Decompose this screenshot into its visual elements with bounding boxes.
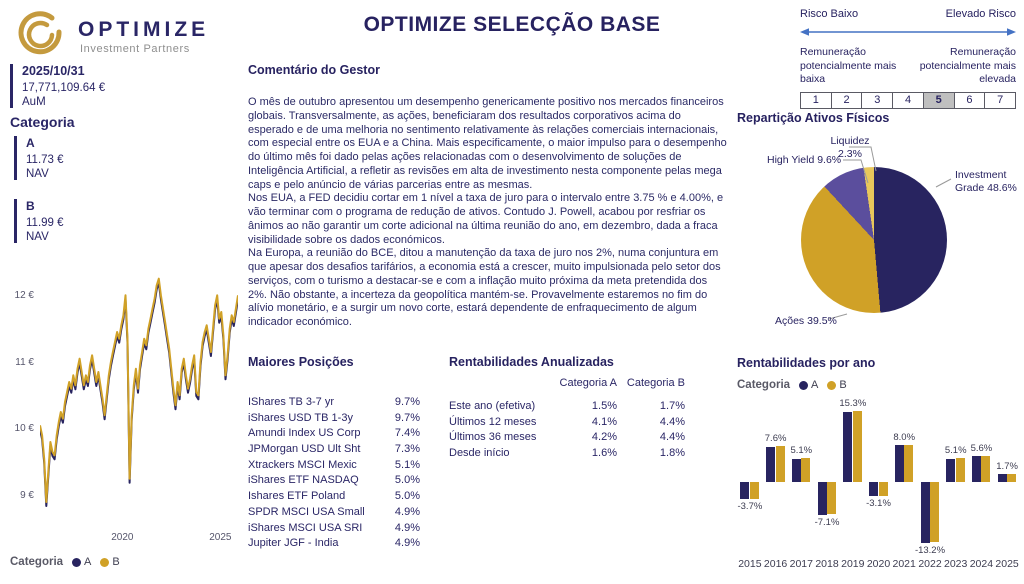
annualized-header-row bbox=[449, 377, 687, 389]
bar-legend-title: Categoria bbox=[737, 379, 791, 391]
bar-year-label: 2020 bbox=[866, 558, 891, 570]
holding-name: SPDR MSCI USA Small bbox=[248, 505, 365, 518]
holding-name: iShares ETF NASDAQ bbox=[248, 474, 359, 487]
annualized-value-b: 4.4% bbox=[659, 431, 685, 444]
nav-ytick-label: 9 € bbox=[20, 490, 34, 501]
bar-b-2023 bbox=[956, 458, 965, 482]
annualized-rows bbox=[449, 400, 687, 462]
bar-year-label: 2022 bbox=[918, 558, 942, 570]
bar-year-label: 2016 bbox=[763, 558, 788, 570]
brand-name: OPTIMIZE bbox=[78, 17, 210, 41]
risk-caption-low: Remuneração potencialmente mais baixa bbox=[800, 46, 897, 86]
risk-scale-labels bbox=[800, 8, 1016, 20]
risk-level-cells bbox=[800, 92, 1016, 109]
class-a-name: A bbox=[26, 136, 35, 150]
commentary-paragraph: Na Europa, a reunião do BCE, ditou a manutenção da taxa de juro nos 2%, numa conjuntura em que apesar dos desafios tarifários, a economia está a crescer, muito impulsionada pelo setor dos serviços, com o turismo a destacar-se e com a inflação muito próxima da meta pretendida dos 2%. Não obstante, a incerteza da geopolítica mantém-se. Provavelmente estaremos no fim do alívio monetário, e a surgir um novo corte, estará dependente de enfraquecimento de algum indicador económico. bbox=[248, 247, 721, 328]
annualized-value-a: 4.2% bbox=[591, 431, 617, 444]
class-b-block bbox=[14, 199, 64, 243]
commentary-paragraph: O mês de outubro apresentou um desempenho genericamente positivo nos mercados financeiros globais. Transversalmente, as ações, beneficiaram dos resultados corporativos acima do esperado e de uma melhoria no sentimento relativamente às relações comerciais internacionais, com especial entre os EUA e a China. Mais especificamente, o maior impulso para o desempenho do último mês foi dado pelas ações relacionadas com o desenvolvimento de soluções de Inteligência Artificial, a refletir as revisões em alta de investimento nesta componente pelas mega caps e pelo anúncio de várias parcerias entre as mesmas. bbox=[248, 96, 727, 191]
nav-legend-title: Categoria bbox=[10, 556, 64, 568]
holding-row bbox=[248, 474, 420, 490]
holding-row bbox=[248, 412, 420, 428]
holding-name: Amundi Index US Corp bbox=[248, 427, 361, 440]
nav-ytick-label: 12 € bbox=[14, 290, 34, 301]
commentary-heading: Comentário do Gestor bbox=[248, 63, 380, 77]
risk-cell: 7 bbox=[984, 92, 1016, 109]
pie-label-liquidez: Liquidez 2.3% bbox=[830, 135, 870, 160]
bar-value-label: 1.7% bbox=[996, 460, 1018, 472]
bar-a-2022 bbox=[921, 482, 930, 543]
bar-b-2021 bbox=[904, 445, 913, 482]
holding-weight: 4.9% bbox=[394, 521, 420, 534]
bar-value-label: -3.1% bbox=[866, 498, 891, 510]
bar-legend-item-a bbox=[799, 379, 818, 391]
class-a-nav-label: NAV bbox=[26, 168, 49, 180]
bar-value-label: 5.1% bbox=[944, 445, 967, 457]
bar-legend-item-b bbox=[827, 379, 846, 391]
nav-legend-item-b bbox=[100, 556, 119, 568]
annualized-col-b: Categoria B bbox=[626, 377, 685, 389]
report-date-block bbox=[10, 64, 105, 108]
risk-high-label: Elevado Risco bbox=[945, 8, 1016, 20]
annualized-row-label: Últimos 12 meses bbox=[449, 415, 537, 428]
bar-a-2023 bbox=[946, 459, 955, 483]
series-a-label: A bbox=[84, 556, 92, 568]
aum-label: AuM bbox=[22, 96, 46, 108]
allocation-heading: Repartição Ativos Físicos bbox=[737, 111, 890, 125]
class-a-nav-value: 11.73 € bbox=[26, 154, 64, 166]
holding-weight: 4.9% bbox=[394, 505, 420, 518]
bar-value-label: -3.7% bbox=[737, 501, 763, 512]
class-b-name: B bbox=[26, 199, 35, 213]
holding-row bbox=[248, 506, 420, 522]
bar-a-2017 bbox=[792, 459, 801, 483]
holding-weight: 9.7% bbox=[394, 396, 420, 408]
bar-year-label: 2024 bbox=[969, 558, 994, 570]
annualized-value-b: 4.4% bbox=[659, 415, 685, 428]
risk-caption-high: Remuneração potencialmente mais elevada bbox=[919, 46, 1016, 86]
holding-name: Jupiter JGF - India bbox=[248, 537, 339, 550]
series-a-dot bbox=[72, 558, 81, 567]
annualized-value-a: 1.6% bbox=[591, 446, 617, 459]
bar-b-2015 bbox=[750, 482, 759, 499]
holding-name: iShares MSCI USA SRI bbox=[248, 521, 363, 534]
pie-label-acoes: Ações 39.5% bbox=[775, 315, 837, 327]
risk-cell: 2 bbox=[831, 92, 863, 109]
bar-b-2019 bbox=[853, 411, 862, 482]
risk-cell: 1 bbox=[800, 92, 832, 109]
holding-row bbox=[248, 522, 420, 538]
allocation-pie-chart bbox=[737, 133, 1024, 357]
yearly-returns-xaxis bbox=[737, 558, 1020, 572]
pie-label-investment-grade: Investment Grade 48.6% bbox=[955, 169, 1017, 194]
holding-name: Ishares ETF Poland bbox=[248, 490, 346, 503]
top-holdings-section bbox=[248, 355, 420, 553]
bar-value-label: 5.6% bbox=[970, 442, 993, 454]
bar-year-label: 2018 bbox=[815, 558, 839, 570]
bar-b-2017 bbox=[801, 458, 810, 482]
yearly-returns-heading: Rentabilidades por ano bbox=[737, 356, 876, 370]
holding-name: Xtrackers MSCI Mexic bbox=[248, 458, 357, 471]
commentary-body bbox=[248, 96, 729, 330]
bar-a-2024 bbox=[972, 456, 981, 482]
yearly-returns-legend bbox=[737, 379, 847, 391]
holding-weight: 9.7% bbox=[394, 411, 420, 424]
series-a-label: A bbox=[811, 379, 819, 391]
series-b-dot bbox=[100, 558, 109, 567]
bar-value-label: 7.6% bbox=[764, 433, 787, 445]
annualized-row-label: Este ano (efetiva) bbox=[449, 400, 536, 412]
series-b-label: B bbox=[112, 556, 120, 568]
holding-name: JPMorgan USD Ult Sht bbox=[248, 443, 361, 456]
bar-a-2021 bbox=[895, 445, 904, 482]
bar-year-label: 2023 bbox=[944, 558, 968, 570]
commentary-paragraph: Nos EUA, a FED decidiu cortar em 1 nível a taxa de juro para o intervalo entre 3.75 % e 4.00%, e vão terminar com o programa de redução de ativos. Contudo J. Powell, acabou por resfriar os ânimos ao não garantir um corte adicional na última reunião do ano, em dezembro, dada a fraca visibilidade sobre os dados económicos. bbox=[248, 192, 724, 246]
nav-ytick-label: 10 € bbox=[14, 423, 34, 435]
annualized-row-label: Últimos 36 meses bbox=[449, 431, 537, 444]
bar-b-2022 bbox=[930, 482, 939, 542]
risk-arrow-icon bbox=[800, 25, 1016, 43]
annualized-heading: Rentabilidades Anualizadas bbox=[449, 355, 614, 369]
holding-row bbox=[248, 490, 420, 506]
bar-value-label: 15.3% bbox=[839, 397, 867, 409]
bar-year-label: 2019 bbox=[841, 558, 865, 570]
bar-year-label: 2021 bbox=[892, 558, 916, 570]
holding-row bbox=[248, 459, 420, 475]
bar-value-label: 5.1% bbox=[790, 445, 813, 457]
bar-a-2016 bbox=[766, 447, 775, 482]
series-b-label: B bbox=[839, 379, 847, 391]
holding-weight: 5.0% bbox=[394, 490, 420, 503]
holding-row bbox=[248, 443, 420, 459]
nav-chart-plot bbox=[40, 262, 238, 518]
risk-cell: 5 bbox=[923, 92, 955, 109]
holding-weight: 4.9% bbox=[394, 537, 420, 550]
holding-row bbox=[248, 427, 420, 443]
holding-name: iShares USD TB 1-3y bbox=[248, 411, 353, 424]
holding-row bbox=[248, 537, 420, 553]
bar-year-label: 2025 bbox=[995, 558, 1019, 570]
holding-weight: 7.4% bbox=[394, 427, 420, 440]
annualized-value-b: 1.7% bbox=[659, 400, 685, 412]
yearly-returns-plot bbox=[737, 398, 1020, 556]
bar-a-2025 bbox=[998, 474, 1007, 482]
bar-value-label: -7.1% bbox=[814, 516, 840, 528]
nav-xtick-label: 2025 bbox=[209, 532, 232, 543]
class-b-nav-value: 11.99 € bbox=[26, 217, 64, 229]
brand-tagline: Investment Partners bbox=[80, 42, 190, 55]
holding-row bbox=[248, 396, 420, 412]
bar-year-label: 2015 bbox=[738, 558, 762, 570]
holding-name: IShares TB 3-7 yr bbox=[248, 396, 334, 408]
bar-a-2020 bbox=[869, 482, 878, 496]
report-date: 2025/10/31 bbox=[22, 64, 85, 78]
pie-label-high-yield: High Yield 9.6% bbox=[767, 154, 842, 166]
risk-cell: 3 bbox=[861, 92, 893, 109]
series-a-dot bbox=[799, 381, 808, 390]
bar-a-2015 bbox=[740, 482, 749, 499]
bar-b-2025 bbox=[1007, 474, 1016, 482]
series-b-dot bbox=[827, 381, 836, 390]
holding-weight: 7.3% bbox=[394, 443, 420, 456]
nav-history-chart bbox=[6, 262, 240, 552]
bar-a-2019 bbox=[843, 412, 852, 482]
bar-year-label: 2017 bbox=[789, 558, 813, 570]
risk-captions bbox=[800, 46, 1016, 87]
holding-weight: 5.0% bbox=[394, 474, 420, 487]
class-a-block bbox=[14, 136, 64, 180]
holdings-rows bbox=[248, 396, 420, 553]
aum-value: 17,771,109.64 € bbox=[22, 82, 106, 94]
nav-xtick-label: 2020 bbox=[111, 532, 134, 543]
risk-low-label: Risco Baixo bbox=[800, 8, 859, 20]
annualized-row-label: Desde início bbox=[449, 446, 510, 459]
risk-cell: 6 bbox=[954, 92, 986, 109]
page-title: OPTIMIZE SELECÇÃO BASE bbox=[363, 13, 661, 36]
nav-legend-item-a bbox=[72, 556, 91, 568]
bar-b-2020 bbox=[879, 482, 888, 496]
holdings-heading: Maiores Posições bbox=[248, 355, 354, 369]
bar-value-label: 8.0% bbox=[893, 431, 916, 443]
bar-a-2018 bbox=[818, 482, 827, 515]
annualized-returns-section bbox=[449, 355, 687, 462]
bar-b-2018 bbox=[827, 482, 836, 514]
risk-scale-widget bbox=[800, 8, 1016, 109]
annualized-col-a: Categoria A bbox=[559, 377, 617, 389]
bar-value-label: -13.2% bbox=[914, 544, 946, 556]
risk-cell: 4 bbox=[892, 92, 924, 109]
categoria-heading: Categoria bbox=[10, 114, 75, 130]
class-b-nav-label: NAV bbox=[26, 231, 49, 243]
annualized-value-a: 4.1% bbox=[591, 415, 617, 428]
nav-chart-legend bbox=[10, 556, 120, 568]
annualized-value-b: 1.8% bbox=[659, 446, 685, 459]
holding-weight: 5.1% bbox=[394, 458, 420, 471]
nav-ytick-label: 11 € bbox=[15, 356, 34, 368]
annualized-value-a: 1.5% bbox=[591, 400, 617, 412]
